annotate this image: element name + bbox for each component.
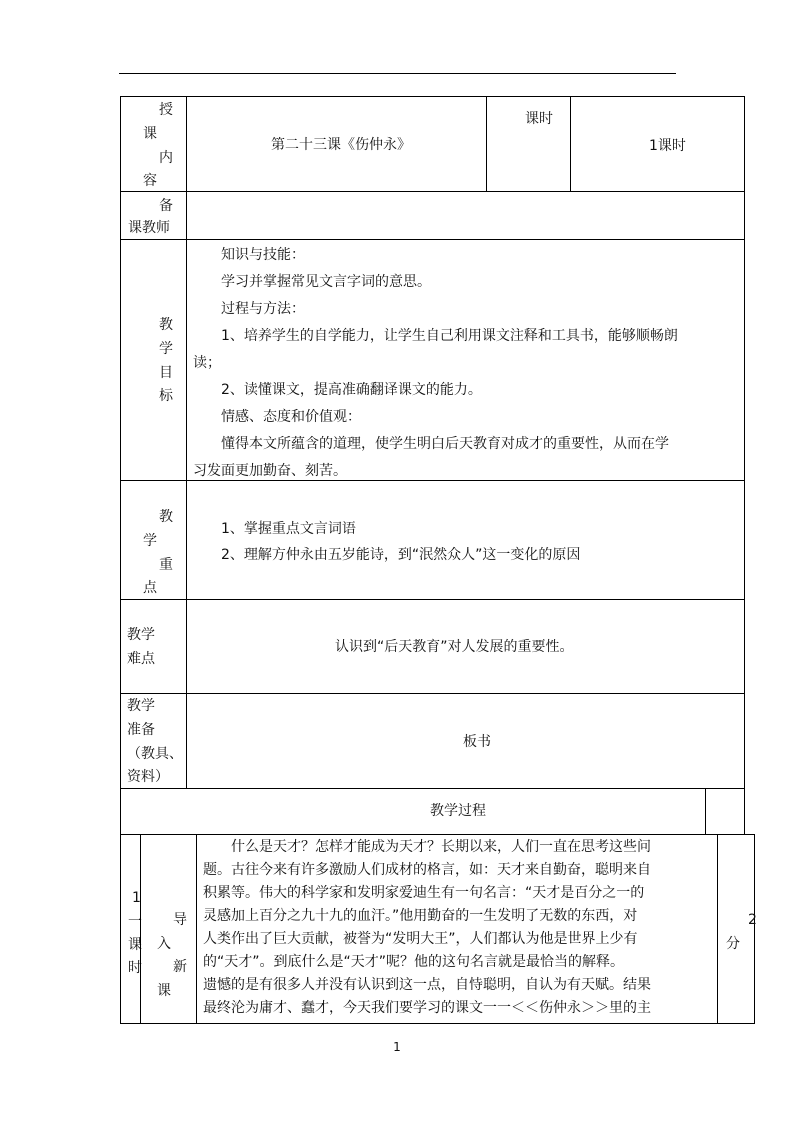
teacher-value-cell (186, 191, 745, 240)
intro-time-fragment: 2 (748, 912, 757, 928)
intro-line: 遗憾的是有很多人并没有认识到这一点，自恃聪明，自认为有天赋。结果 (203, 977, 651, 993)
objectives-label-char: 学 (159, 341, 173, 357)
intro-col1-fragment: 课 (128, 937, 142, 953)
course-title: 第二十三课《伤仲永》 (271, 137, 411, 153)
intro-line: 最终沦为庸才、蠢才，今天我们要学习的课文一一＜＜伤仲永＞＞里的主 (203, 1000, 651, 1016)
intro-label-char: 课 (157, 983, 171, 999)
course-label-cell (120, 96, 187, 192)
course-title-cell (186, 96, 487, 192)
objective-line: 2、读懂课文，提高准确翻译课文的能力。 (221, 382, 482, 398)
keypoint-line: 1、掌握重点文言词语 (221, 521, 356, 537)
objectives-label-char: 目 (159, 365, 173, 381)
objectives-label-cell (120, 239, 187, 481)
teacher-label-line2: 课教师 (128, 220, 170, 236)
objective-line: 情感、态度和价值观： (221, 409, 361, 425)
intro-content-cell (196, 834, 718, 1024)
preparation-value: 板书 (463, 734, 491, 750)
intro-line: 题。古往今来有许多激励人们成材的格言，如：天才来自勤奋，聪明来自 (203, 862, 651, 878)
difficulty-label-cell (120, 599, 187, 694)
objective-line: 习发面更加勤奋、刻苦。 (193, 463, 347, 479)
objective-line: 懂得本文所蕴含的道理，使学生明白后天教育对成才的重要性，从而在学 (221, 436, 669, 452)
intro-label-char: 新 (173, 959, 187, 975)
process-title: 教学过程 (430, 803, 486, 819)
process-title-cell (120, 788, 706, 835)
objective-line: 1、培养学生的自学能力，让学生自己利用课文注释和工具书，能够顺畅朗 (221, 328, 678, 344)
intro-content (197, 836, 719, 1020)
keypoints-label-char: 重 (159, 557, 173, 573)
objective-line: 学习并掌握常见文言字词的意思。 (221, 274, 431, 290)
intro-line: 的“天才”。到底什么是“天才”呢？他的这句名言就是最恰当的解释。 (203, 954, 625, 970)
keypoints-label-char: 学 (143, 533, 157, 549)
intro-col1-cell (120, 834, 141, 1024)
objective-line: 读； (193, 355, 221, 371)
period-value-cell (570, 96, 745, 192)
keypoints-label-char: 点 (143, 580, 157, 596)
period-label-cell (486, 96, 571, 192)
difficulty-value-cell (186, 599, 745, 694)
objectives-content-cell (186, 239, 745, 481)
period-value: 1课时 (649, 138, 686, 154)
keypoints-label-cell (120, 480, 187, 600)
intro-line: 人类作出了巨大贡献，被誉为“发明大王”，人们都认为他是世界上少有 (203, 931, 638, 947)
header-rule (119, 73, 676, 74)
page-number: 1 (393, 1040, 401, 1054)
process-side-cell (705, 788, 745, 835)
intro-label-char: 入 (157, 936, 171, 952)
preparation-label-line: 资料） (127, 769, 169, 785)
intro-col1-fragment: 1 (132, 890, 141, 906)
teacher-label-line1: 备 (159, 198, 173, 214)
objective-line: 过程与方法： (221, 301, 305, 317)
keypoint-line: 2、理解方仲永由五岁能诗，到“泯然众人”这一变化的原因 (221, 547, 581, 563)
keypoints-label-char: 教 (159, 509, 173, 525)
course-label-char: 授 (159, 102, 173, 118)
intro-label-char: 导 (173, 912, 187, 928)
keypoints-content-cell (186, 480, 745, 600)
period-label: 课时 (525, 111, 553, 127)
intro-line: 积累等。伟大的科学家和发明家爱迪生有一句名言：“天才是百分之一的 (203, 885, 645, 901)
objectives-content (187, 244, 746, 483)
preparation-label-cell (120, 693, 187, 789)
intro-time-cell (717, 834, 755, 1024)
course-label-char: 课 (143, 126, 157, 142)
preparation-label-line: （教具、 (127, 746, 183, 762)
intro-line: 灵感加上百分之九十九的血汗。”他用勤奋的一生发明了无数的东西，对 (203, 908, 638, 924)
objectives-label-char: 标 (159, 388, 173, 404)
intro-time-fragment: 分 (726, 936, 740, 952)
intro-label-cell (140, 834, 197, 1024)
intro-line: 什么是天才？怎样才能成为天才？长期以来，人们一直在思考这些问 (231, 839, 651, 855)
course-label-char: 内 (159, 150, 173, 166)
difficulty-label-line: 难点 (127, 651, 155, 667)
intro-col1-fragment: 时 (128, 960, 142, 976)
preparation-label-line: 教学 (127, 698, 155, 714)
preparation-value-cell (186, 693, 745, 789)
objective-line: 知识与技能： (221, 247, 305, 263)
intro-col1-fragment: 一 (128, 914, 142, 930)
course-label-char: 容 (143, 173, 157, 189)
difficulty-value: 认识到“后天教育”对人发展的重要性。 (335, 639, 574, 655)
preparation-label-line: 准备 (127, 722, 155, 738)
difficulty-label-line: 教学 (127, 627, 155, 643)
teacher-label-cell (120, 191, 187, 240)
objectives-label-char: 教 (159, 317, 173, 333)
